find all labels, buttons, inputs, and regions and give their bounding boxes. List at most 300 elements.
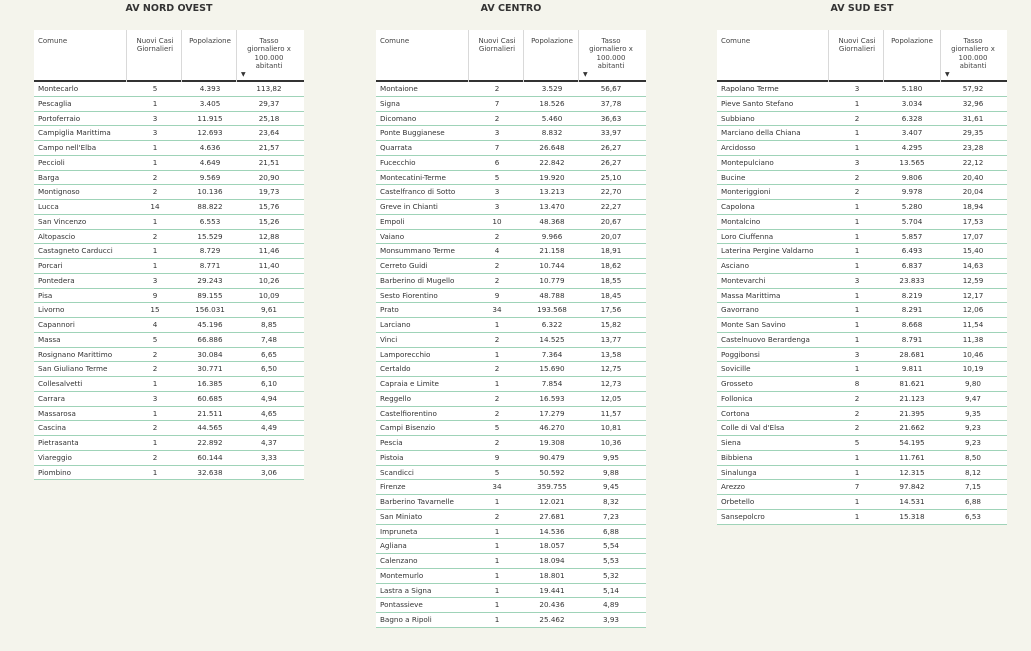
cell-comune: Montepulciano — [721, 157, 774, 167]
table-row — [376, 318, 646, 333]
table-row — [34, 318, 304, 333]
cell-nuovi-casi: 6 — [494, 157, 500, 167]
table-row — [717, 82, 1007, 97]
cell-tasso: 9,23 — [964, 438, 981, 447]
cell-comune: Subbiano — [721, 113, 755, 123]
cell-comune: Pisa — [38, 290, 53, 300]
cell-popolazione: 9.966 — [541, 231, 563, 241]
table-row — [717, 289, 1007, 304]
cell-tasso: 12,75 — [600, 364, 622, 374]
cell-tasso: 12,17 — [962, 290, 984, 300]
cell-nuovi-casi: 2 — [494, 408, 500, 418]
table-row — [376, 156, 646, 171]
cell-popolazione: 13.565 — [899, 157, 925, 167]
cell-tasso: 4,94 — [260, 393, 277, 403]
header-nuovi-casi[interactable] — [129, 37, 181, 54]
column-separator — [883, 30, 884, 82]
cell-nuovi-casi: 1 — [854, 467, 860, 477]
cell-comune: Massarosa — [38, 408, 76, 418]
table-row — [717, 156, 1007, 171]
cell-popolazione: 4.393 — [199, 84, 221, 93]
cell-nuovi-casi: 2 — [854, 408, 860, 418]
cell-tasso: 5,32 — [602, 570, 619, 580]
cell-comune: Laterina Pergine Valdarno — [721, 246, 814, 256]
table-row — [376, 539, 646, 554]
header-comune[interactable] — [38, 37, 128, 45]
cell-comune: Agliana — [380, 541, 407, 551]
cell-nuovi-casi: 1 — [152, 246, 158, 256]
cell-popolazione: 16.593 — [539, 393, 565, 403]
cell-popolazione: 13.213 — [539, 187, 565, 197]
cell-nuovi-casi: 1 — [494, 320, 500, 329]
cell-comune: Arcidosso — [721, 143, 756, 152]
cell-comune: San Miniato — [380, 511, 423, 521]
cell-tasso: 5,14 — [602, 585, 619, 595]
cell-tasso: 8,50 — [964, 452, 981, 462]
table-row — [376, 215, 646, 230]
table-row — [717, 333, 1007, 348]
cell-tasso: 18,91 — [600, 246, 622, 256]
cell-comune: Poggibonsi — [721, 349, 760, 359]
cell-popolazione: 11.915 — [197, 113, 223, 123]
table-row — [34, 156, 304, 171]
cell-popolazione: 14.536 — [539, 526, 565, 536]
header-popolazione[interactable] — [526, 37, 578, 45]
header-tasso-line: 100.000 — [254, 53, 284, 62]
cell-tasso: 21,57 — [258, 143, 280, 152]
cell-popolazione: 26.648 — [539, 143, 565, 152]
header-nuovi-casi[interactable] — [831, 37, 883, 54]
cell-popolazione: 156.031 — [195, 305, 225, 315]
cell-nuovi-casi: 14 — [150, 202, 160, 211]
cell-comune: Impruneta — [380, 526, 418, 536]
cell-popolazione: 15.318 — [899, 511, 925, 521]
cell-tasso: 15,82 — [600, 320, 622, 329]
cell-tasso: 4,65 — [260, 408, 277, 418]
cell-tasso: 8,32 — [602, 497, 619, 506]
cell-tasso: 15,26 — [258, 216, 280, 226]
cell-popolazione: 193.568 — [537, 305, 567, 315]
cell-popolazione: 60.685 — [197, 393, 223, 403]
table-row — [34, 259, 304, 274]
table-row — [717, 126, 1007, 141]
cell-nuovi-casi: 1 — [494, 600, 500, 610]
table-row — [34, 436, 304, 451]
cell-popolazione: 19.308 — [539, 438, 565, 447]
cell-nuovi-casi: 2 — [854, 187, 860, 197]
header-tasso-line: giornaliero x — [951, 45, 995, 54]
cell-comune: Siena — [721, 438, 741, 447]
table-row — [376, 289, 646, 304]
cell-nuovi-casi: 1 — [854, 216, 860, 226]
cell-popolazione: 88.822 — [197, 202, 223, 211]
table-row — [717, 215, 1007, 230]
table-row — [376, 97, 646, 112]
section-2 — [717, 0, 1007, 651]
cell-comune: Porcari — [38, 261, 63, 270]
cell-comune: Peccioli — [38, 157, 65, 167]
table-row — [376, 584, 646, 599]
cell-tasso: 9,35 — [964, 408, 981, 418]
header-comune[interactable] — [380, 37, 470, 45]
cell-tasso: 8,12 — [964, 467, 981, 477]
cell-popolazione: 60.144 — [197, 452, 223, 462]
cell-nuovi-casi: 1 — [494, 349, 500, 359]
header-tasso-line: Tasso — [601, 37, 621, 45]
table-header — [34, 30, 304, 82]
cell-nuovi-casi: 1 — [152, 379, 158, 388]
cell-comune: Capraia e Limite — [380, 379, 439, 388]
table-row — [376, 112, 646, 127]
header-tasso-line: abitanti — [959, 62, 987, 71]
cell-popolazione: 12.021 — [539, 497, 565, 506]
cell-nuovi-casi: 1 — [152, 143, 158, 152]
cell-popolazione: 6.837 — [901, 261, 923, 270]
cell-popolazione: 3.529 — [541, 84, 563, 93]
cell-comune: Castagneto Carducci — [38, 246, 113, 256]
table-row — [376, 171, 646, 186]
cell-nuovi-casi: 3 — [152, 113, 158, 123]
cell-tasso: 13,77 — [600, 334, 622, 344]
table-row — [34, 303, 304, 318]
header-tasso[interactable] — [943, 37, 1003, 71]
cell-tasso: 11,46 — [258, 246, 280, 256]
cell-tasso: 9,95 — [602, 452, 619, 462]
cell-comune: Arezzo — [721, 482, 746, 492]
cell-comune: Montevarchi — [721, 275, 766, 285]
cell-tasso: 17,56 — [600, 305, 622, 315]
cell-popolazione: 28.681 — [899, 349, 925, 359]
cell-tasso: 32,96 — [962, 98, 984, 108]
table-row — [717, 200, 1007, 215]
cell-tasso: 11,40 — [258, 261, 280, 270]
cell-nuovi-casi: 2 — [494, 393, 500, 403]
cell-comune: Marciano della Chiana — [721, 128, 801, 138]
cell-nuovi-casi: 9 — [494, 452, 500, 462]
cell-nuovi-casi: 3 — [854, 349, 860, 359]
cell-comune: Lucca — [38, 202, 59, 211]
table-row — [717, 362, 1007, 377]
cell-comune: San Vincenzo — [38, 216, 87, 226]
table-row — [717, 451, 1007, 466]
cell-popolazione: 18.057 — [539, 541, 565, 551]
cell-nuovi-casi: 5 — [494, 172, 500, 182]
cell-nuovi-casi: 1 — [152, 261, 158, 270]
table-header — [717, 30, 1007, 82]
cell-popolazione: 50.592 — [539, 467, 565, 477]
column-separator — [578, 30, 579, 82]
header-nuovi-casi-line: Giornalieri — [838, 45, 876, 54]
cell-popolazione: 13.470 — [539, 202, 565, 211]
cell-comune: Greve in Chianti — [380, 202, 438, 211]
table-row — [376, 126, 646, 141]
cell-nuovi-casi: 1 — [494, 585, 500, 595]
cell-tasso: 5,54 — [602, 541, 619, 551]
cell-comune: Sansepolcro — [721, 511, 765, 521]
table-row — [376, 230, 646, 245]
cell-tasso: 12,05 — [600, 393, 622, 403]
cell-nuovi-casi: 1 — [494, 379, 500, 388]
cell-tasso: 6,88 — [964, 497, 981, 506]
table-row — [34, 451, 304, 466]
cell-tasso: 17,53 — [962, 216, 984, 226]
cell-nuovi-casi: 15 — [150, 305, 160, 315]
cell-popolazione: 17.279 — [539, 408, 565, 418]
cell-popolazione: 4.649 — [199, 157, 221, 167]
sort-desc-icon[interactable]: ▼ — [945, 71, 950, 78]
header-tasso-line: Tasso — [259, 37, 279, 45]
table-row — [376, 244, 646, 259]
cell-comune: Rosignano Marittimo — [38, 349, 113, 359]
header-popolazione-line: Popolazione — [891, 37, 933, 45]
cell-popolazione: 9.811 — [901, 364, 923, 374]
table-row — [34, 112, 304, 127]
cell-popolazione: 6.493 — [901, 246, 923, 256]
cell-comune: Castelfiorentino — [380, 408, 437, 418]
cell-nuovi-casi: 3 — [854, 157, 860, 167]
header-tasso-line: abitanti — [255, 62, 283, 71]
cell-popolazione: 19.920 — [539, 172, 565, 182]
cell-tasso: 25,10 — [600, 172, 622, 182]
cell-nuovi-casi: 2 — [152, 349, 158, 359]
table-body — [717, 82, 1007, 525]
cell-tasso: 12,73 — [600, 379, 622, 388]
cell-popolazione: 66.886 — [197, 334, 223, 344]
table-row — [376, 82, 646, 97]
cell-nuovi-casi: 2 — [494, 84, 500, 93]
cell-tasso: 11,54 — [962, 320, 984, 329]
cell-popolazione: 22.842 — [539, 157, 565, 167]
cell-tasso: 6,10 — [260, 379, 277, 388]
cell-tasso: 8,85 — [260, 320, 277, 329]
header-comune-line: Comune — [38, 37, 68, 45]
table-row — [717, 495, 1007, 510]
cell-popolazione: 11.761 — [899, 452, 925, 462]
cell-popolazione: 21.158 — [539, 246, 565, 256]
cell-comune: Pontassieve — [380, 600, 423, 610]
table-row — [717, 348, 1007, 363]
header-tasso[interactable] — [581, 37, 641, 71]
cell-popolazione: 21.511 — [197, 408, 223, 418]
cell-tasso: 57,92 — [962, 84, 984, 93]
cell-tasso: 9,45 — [602, 482, 619, 492]
cell-tasso: 5,53 — [602, 556, 619, 565]
table-row — [717, 141, 1007, 156]
cell-popolazione: 3.405 — [199, 98, 221, 108]
cell-popolazione: 81.621 — [899, 379, 925, 388]
cell-nuovi-casi: 1 — [854, 497, 860, 506]
cell-nuovi-casi: 1 — [854, 320, 860, 329]
cell-nuovi-casi: 1 — [854, 231, 860, 241]
cell-tasso: 15,76 — [258, 202, 280, 211]
cell-nuovi-casi: 2 — [152, 187, 158, 197]
cell-nuovi-casi: 1 — [854, 128, 860, 138]
table-row — [376, 480, 646, 495]
cell-comune: Montemurlo — [380, 570, 424, 580]
cell-nuovi-casi: 1 — [854, 143, 860, 152]
cell-tasso: 33,97 — [600, 128, 622, 138]
cell-comune: Carrara — [38, 393, 65, 403]
cell-comune: Massa — [38, 334, 61, 344]
cell-popolazione: 97.842 — [899, 482, 925, 492]
cell-comune: Pistoia — [380, 452, 404, 462]
cell-tasso: 7,23 — [602, 511, 619, 521]
cell-popolazione: 14.531 — [899, 497, 925, 506]
cell-popolazione: 8.791 — [901, 334, 923, 344]
cell-nuovi-casi: 4 — [152, 320, 158, 329]
cell-tasso: 4,37 — [260, 438, 277, 447]
header-comune[interactable] — [721, 37, 831, 45]
cell-popolazione: 22.892 — [197, 438, 223, 447]
section-title: AV CENTRO — [480, 3, 542, 14]
table-row — [34, 392, 304, 407]
table-row — [717, 303, 1007, 318]
cell-popolazione: 9.978 — [901, 187, 923, 197]
table-body — [34, 82, 304, 480]
table-row — [376, 569, 646, 584]
cell-tasso: 12,59 — [962, 275, 984, 285]
cell-tasso: 26,27 — [600, 143, 622, 152]
header-tasso-line: abitanti — [597, 62, 625, 71]
cell-comune: Firenze — [380, 482, 406, 492]
table-row — [34, 348, 304, 363]
section-0 — [34, 0, 304, 651]
cell-nuovi-casi: 1 — [494, 526, 500, 536]
cell-nuovi-casi: 1 — [152, 467, 158, 477]
cell-comune: Montecarlo — [38, 84, 79, 93]
cell-comune: Capannori — [38, 320, 75, 329]
table-header — [376, 30, 646, 82]
cell-comune: Lastra a Signa — [380, 585, 432, 595]
cell-tasso: 12,88 — [258, 231, 280, 241]
cell-comune: Barga — [38, 172, 60, 182]
table-body — [376, 82, 646, 628]
cell-tasso: 4,89 — [602, 600, 619, 610]
header-nuovi-casi[interactable] — [471, 37, 523, 54]
cell-comune: Grosseto — [721, 379, 753, 388]
header-popolazione[interactable] — [184, 37, 236, 45]
column-separator — [828, 30, 829, 82]
table-row — [717, 97, 1007, 112]
cell-popolazione: 7.364 — [541, 349, 563, 359]
cell-nuovi-casi: 2 — [494, 113, 500, 123]
cell-popolazione: 30.084 — [197, 349, 223, 359]
header-nuovi-casi-line: Nuovi Casi — [838, 37, 876, 45]
sort-desc-icon[interactable]: ▼ — [241, 71, 246, 78]
table-row — [376, 200, 646, 215]
cell-tasso: 29,35 — [962, 128, 984, 138]
header-popolazione-line: Popolazione — [189, 37, 231, 45]
cell-tasso: 9,61 — [260, 305, 277, 315]
cell-popolazione: 48.368 — [539, 216, 565, 226]
cell-nuovi-casi: 1 — [494, 556, 500, 565]
cell-comune: Reggello — [380, 393, 412, 403]
cell-tasso: 6,65 — [260, 349, 277, 359]
cell-tasso: 10,36 — [600, 438, 622, 447]
cell-nuovi-casi: 1 — [494, 497, 500, 506]
header-tasso-line: giornaliero x — [247, 45, 291, 54]
cell-nuovi-casi: 3 — [152, 393, 158, 403]
cell-popolazione: 15.690 — [539, 364, 565, 374]
cell-nuovi-casi: 5 — [854, 438, 860, 447]
column-separator — [940, 30, 941, 82]
cell-comune: Vaiano — [380, 231, 405, 241]
cell-comune: Montignoso — [38, 187, 80, 197]
table-row — [717, 112, 1007, 127]
cell-popolazione: 45.196 — [197, 320, 223, 329]
cell-popolazione: 9.569 — [199, 172, 221, 182]
cell-tasso: 20,07 — [600, 231, 622, 241]
table-row — [376, 274, 646, 289]
table-row — [34, 185, 304, 200]
cell-comune: Barberino di Mugello — [380, 275, 455, 285]
cell-comune: Campiglia Marittima — [38, 128, 111, 138]
cell-comune: Orbetello — [721, 497, 755, 506]
table-row — [376, 407, 646, 422]
cell-nuovi-casi: 1 — [152, 408, 158, 418]
table-row — [34, 82, 304, 97]
cell-comune: Fucecchio — [380, 157, 416, 167]
cell-popolazione: 27.681 — [539, 511, 565, 521]
cell-nuovi-casi: 2 — [494, 334, 500, 344]
cell-tasso: 3,06 — [260, 467, 277, 477]
header-nuovi-casi-line: Nuovi Casi — [478, 37, 516, 45]
cell-popolazione: 29.243 — [197, 275, 223, 285]
cell-tasso: 7,48 — [260, 334, 277, 344]
cell-comune: Sovicille — [721, 364, 751, 374]
header-tasso[interactable] — [239, 37, 299, 71]
cell-popolazione: 5.180 — [901, 84, 923, 93]
cell-nuovi-casi: 2 — [152, 452, 158, 462]
cell-comune: Rapolano Terme — [721, 84, 779, 93]
cell-tasso: 56,67 — [600, 84, 622, 93]
cell-tasso: 22,12 — [962, 157, 984, 167]
cell-comune: Quarrata — [380, 143, 413, 152]
cell-tasso: 6,53 — [964, 511, 981, 521]
cell-comune: Piombino — [38, 467, 72, 477]
cell-nuovi-casi: 2 — [494, 231, 500, 241]
cell-comune: Montaione — [380, 84, 418, 93]
cell-popolazione: 19.441 — [539, 585, 565, 595]
cell-nuovi-casi: 3 — [494, 202, 500, 211]
cell-comune: Follonica — [721, 393, 753, 403]
table-row — [34, 333, 304, 348]
cell-popolazione: 359.755 — [537, 482, 567, 492]
table-row — [717, 421, 1007, 436]
table-row — [376, 451, 646, 466]
cell-popolazione: 54.195 — [899, 438, 925, 447]
cell-tasso: 31,61 — [962, 113, 984, 123]
cell-nuovi-casi: 2 — [854, 172, 860, 182]
cell-comune: Pontedera — [38, 275, 75, 285]
sort-desc-icon[interactable]: ▼ — [583, 71, 588, 78]
cell-nuovi-casi: 1 — [152, 438, 158, 447]
cell-comune: Lamporecchio — [380, 349, 431, 359]
cell-tasso: 29,37 — [258, 98, 280, 108]
cell-comune: Portoferraio — [38, 113, 81, 123]
cell-popolazione: 8.219 — [901, 290, 923, 300]
table-row — [34, 377, 304, 392]
table-row — [376, 598, 646, 613]
cell-comune: Monsummano Terme — [380, 246, 455, 256]
cell-comune: Ponte Buggianese — [380, 128, 445, 138]
header-popolazione[interactable] — [886, 37, 938, 45]
cell-comune: Dicomano — [380, 113, 417, 123]
cell-tasso: 10,19 — [962, 364, 984, 374]
cell-popolazione: 3.034 — [901, 98, 923, 108]
cell-popolazione: 5.857 — [901, 231, 923, 241]
cell-tasso: 18,55 — [600, 275, 622, 285]
